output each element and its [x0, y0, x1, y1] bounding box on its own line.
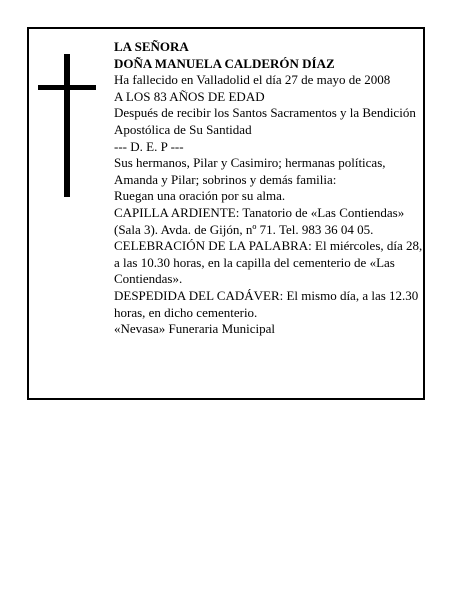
- deceased-name: DOÑA MANUELA CALDERÓN DÍAZ: [114, 55, 335, 71]
- funeral-home-line: «Nevasa» Funeraria Municipal: [114, 321, 276, 337]
- death-line: Ha fallecido en Valladolid el día 27 de mayo de 2008: [114, 72, 391, 88]
- notice-text: [114, 39, 424, 338]
- farewell-line: DESPEDIDA DEL CADÁVER: El mismo día, a las 12.30 horas, en dicho cementerio.: [114, 287, 419, 320]
- notice-title: LA SEÑORA: [114, 39, 189, 54]
- family-line: Sus hermanos, Pilar y Casimiro; hermanas políticas, Amanda y Pilar; sobrinos y demás familia:: [114, 155, 386, 187]
- celebration-line: CELEBRACIÓN DE LA PALABRA: El miércoles, día 28, a las 10.30 horas, en la capilla del cementerio de «Las Contiendas».: [114, 238, 423, 287]
- sacraments-line: Después de recibir los Santos Sacramentos y la Bendición Apostólica de Su Santidad: [114, 105, 416, 137]
- chapel-line: CAPILLA ARDIENTE: Tanatorio de «Las Contiendas» (Sala 3). Avda. de Gijón, nº 71. Tel. 983 36 04 05.: [114, 204, 405, 237]
- cross-horizontal-bar: [38, 85, 96, 90]
- cross-vertical-bar: [64, 54, 70, 197]
- prayer-line: Ruegan una oración por su alma.: [114, 188, 286, 204]
- dep-line: --- D. E. P ---: [114, 138, 184, 154]
- age-line: A LOS 83 AÑOS DE EDAD: [114, 88, 265, 104]
